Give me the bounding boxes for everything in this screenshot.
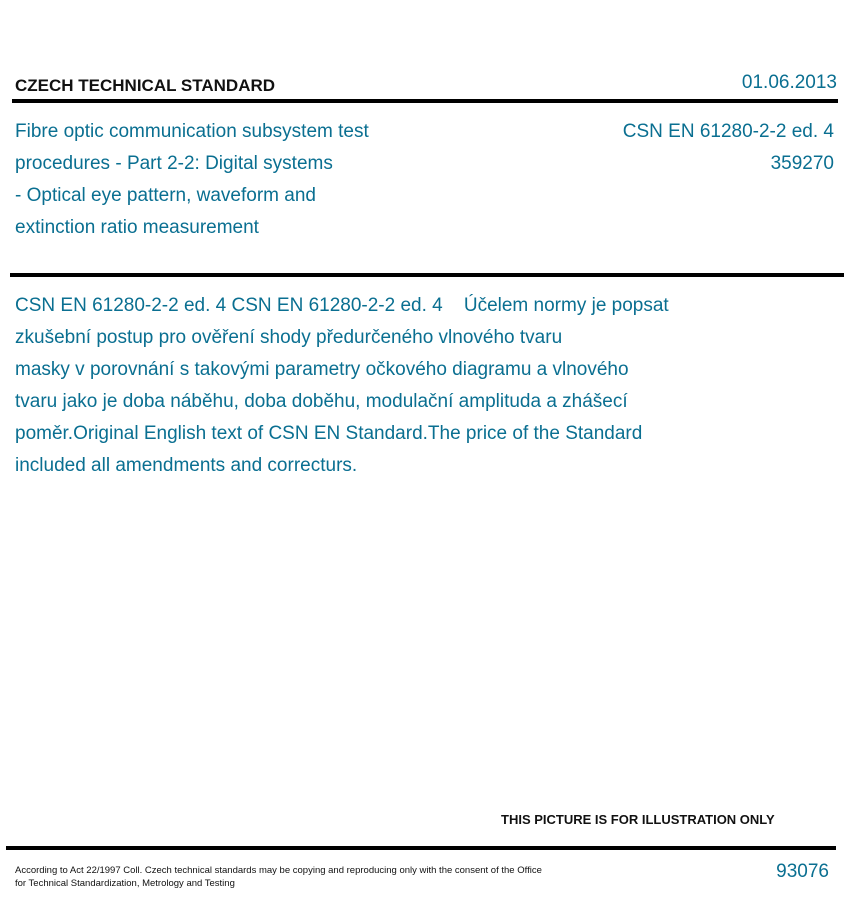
document-title-line: Fibre optic communication subsystem test — [15, 121, 369, 142]
description-line: masky v porovnání s takovými parametry očkového diagramu a vlnového — [15, 359, 629, 380]
document-id-number: 93076 — [776, 861, 829, 882]
description-line: CSN EN 61280-2-2 ed. 4 CSN EN 61280-2-2 ed. 4 Účelem normy je popsat — [15, 295, 669, 316]
footer-divider — [6, 846, 836, 850]
header-divider — [12, 99, 838, 103]
document-title-line: procedures - Part 2-2: Digital systems — [15, 153, 333, 174]
legal-notice-line: for Technical Standardization, Metrology and Testing — [15, 878, 235, 889]
illustration-disclaimer: THIS PICTURE IS FOR ILLUSTRATION ONLY — [501, 812, 775, 827]
publication-date: 01.06.2013 — [741, 72, 837, 93]
document-description — [15, 290, 775, 482]
class-number: 359270 — [770, 153, 834, 174]
description-line: included all amendments and correcturs. — [15, 455, 358, 476]
description-line: poměr.Original English text of CSN EN Standard.The price of the Standard — [15, 423, 643, 444]
legal-notice — [15, 864, 575, 890]
standard-code: CSN EN 61280-2-2 ed. 4 — [622, 121, 834, 142]
standard-type-label: CZECH TECHNICAL STANDARD — [15, 76, 276, 95]
description-line: zkušební postup pro ověření shody předurčeného vlnového tvaru — [15, 327, 563, 348]
document-title — [15, 116, 445, 244]
legal-notice-line: According to Act 22/1997 Coll. Czech technical standards may be copying and reproducing only with the consent of the Office — [15, 865, 542, 876]
document-title-line: extinction ratio measurement — [15, 217, 259, 238]
document-identifiers — [623, 116, 834, 180]
description-line: tvaru jako je doba náběhu, doba doběhu, modulační amplituda a zhášecí — [15, 391, 628, 412]
title-divider — [10, 273, 844, 277]
document-title-line: - Optical eye pattern, waveform and — [15, 185, 316, 206]
